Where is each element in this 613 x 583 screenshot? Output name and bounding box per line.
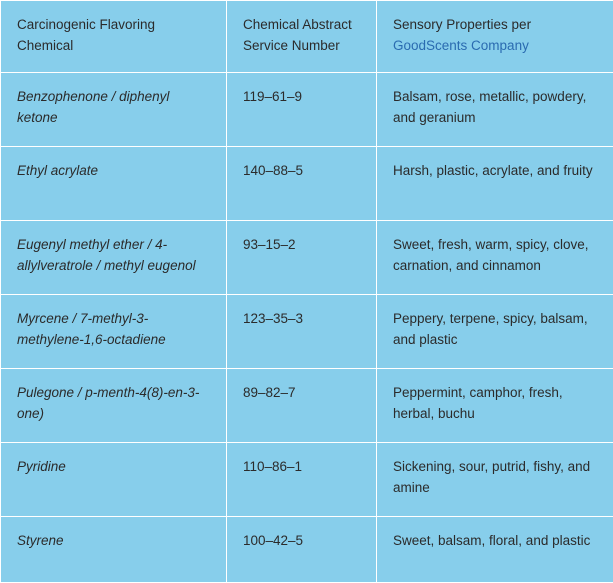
- header-row: [1, 1, 613, 73]
- header-sensory-text: Sensory Properties per: [393, 17, 531, 32]
- cas-cell: 110–86–1: [227, 443, 377, 517]
- cas-cell: 123–35–3: [227, 295, 377, 369]
- sensory-cell: Balsam, rose, metallic, powdery, and geranium: [377, 73, 613, 147]
- header-cas: Chemical Abstract Service Number: [227, 1, 377, 73]
- cas-cell: 100–42–5: [227, 517, 377, 583]
- cas-cell: 89–82–7: [227, 369, 377, 443]
- cas-cell: 119–61–9: [227, 73, 377, 147]
- sensory-cell: Peppermint, camphor, fresh, herbal, buchu: [377, 369, 613, 443]
- cas-cell: 140–88–5: [227, 147, 377, 221]
- chemical-cell: Styrene: [1, 517, 227, 583]
- chemical-cell: Benzophenone / diphenyl ketone: [1, 73, 227, 147]
- sensory-cell: Sweet, fresh, warm, spicy, clove, carnation, and cinnamon: [377, 221, 613, 295]
- sensory-cell: Harsh, plastic, acrylate, and fruity: [377, 147, 613, 221]
- table-row: [1, 517, 613, 583]
- sensory-cell: Sickening, sour, putrid, fishy, and amine: [377, 443, 613, 517]
- chemical-cell: Eugenyl methyl ether / 4-allylveratrole / methyl eugenol: [1, 221, 227, 295]
- table-row: [1, 295, 613, 369]
- table-row: [1, 147, 613, 221]
- chemical-cell: Pulegone / p-menth-4(8)-en-3-one): [1, 369, 227, 443]
- table-row: [1, 221, 613, 295]
- cas-cell: 93–15–2: [227, 221, 377, 295]
- goodscents-link[interactable]: GoodScents Company: [393, 38, 529, 53]
- sensory-cell: Peppery, terpene, spicy, balsam, and plastic: [377, 295, 613, 369]
- header-sensory: [377, 1, 613, 73]
- chemical-cell: Ethyl acrylate: [1, 147, 227, 221]
- table-row: [1, 369, 613, 443]
- chemical-cell: Myrcene / 7-methyl-3-methylene-1,6-octadiene: [1, 295, 227, 369]
- chemical-cell: Pyridine: [1, 443, 227, 517]
- table-row: [1, 443, 613, 517]
- header-chemical: Carcinogenic Flavoring Chemical: [1, 1, 227, 73]
- sensory-cell: Sweet, balsam, floral, and plastic: [377, 517, 613, 583]
- table-row: [1, 73, 613, 147]
